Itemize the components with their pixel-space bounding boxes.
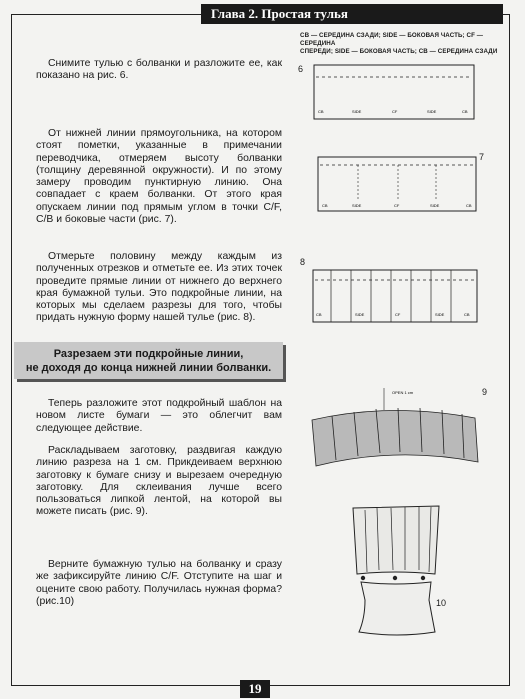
- figure-7-label-cb: CB: [322, 203, 328, 208]
- figure-6-label-cb-2: CB: [462, 109, 468, 114]
- figure-6-diagram: [312, 63, 477, 123]
- figure-10-diagram: [347, 500, 457, 650]
- highlight-box: [14, 342, 283, 379]
- paragraph-4: Теперь разложите этот подкройный шаблон на новом листе бумаги — это облегчит вам следующее действие.: [36, 398, 282, 434]
- figure-8-number: 8: [300, 257, 306, 267]
- figure-6-label-side-1: SIDE: [352, 109, 362, 114]
- figure-6-label-cb: CB: [318, 109, 324, 114]
- figure-7-label-side-2: SIDE: [430, 203, 440, 208]
- figure-8-label-cf: CF: [395, 312, 401, 317]
- figure-8-label-cb-2: CB: [464, 312, 470, 317]
- figure-9-number: 9: [482, 387, 488, 397]
- figure-7-diagram: [316, 155, 481, 215]
- figure-legend: [300, 32, 505, 56]
- paragraph-5: Раскладываем заготовку, раздвигая каждую линию разреза на 1 см. Прикдеиваем верхнюю заготовку к бумаге снизу и вырезаем очередную заготовку. Для склеивания лучше всего пользоваться липкой лентой, на которой вы можете писать (рис. 9).: [36, 445, 282, 518]
- figure-9-open-label: OPEN 1 cm: [392, 390, 414, 395]
- paragraph-6: Верните бумажную тулью на болванку и сразу же зафиксируйте линию C/F. Отступите на шаг и оцените свою работу. Получилась нужная форма? (рис.10): [36, 559, 282, 607]
- figure-8-diagram: [311, 268, 481, 330]
- highlight-line-1: Разрезаем эти подкройные линии,: [53, 348, 244, 360]
- paragraph-2: От нижней линии прямоугольника, на котором стоят пометки, указанные в примечании переводчика, отмеряем высоту болванки (толщину деревянной окружности). И по этому замеру проводим пунктирную линию. Она совпадает с краем болванки. От этого края опускаем линии под прямым углом в точки C/F, C/B и боковые части (рис. 7).: [36, 128, 282, 226]
- chapter-header: Глава 2. Простая тулья: [201, 4, 503, 24]
- figure-8-label-side-1: SIDE: [355, 312, 365, 317]
- figure-10-number: 10: [436, 598, 447, 608]
- figure-6-label-side-2: SIDE: [427, 109, 437, 114]
- figure-6-label-cf: CF: [392, 109, 398, 114]
- legend-line-2: СПЕРЕДИ; SIDE — БОКОВАЯ ЧАСТЬ; CB — СЕРЕДИНА СЗАДИ: [300, 48, 498, 55]
- figure-7-number: 7: [479, 152, 485, 162]
- figure-9-diagram: [310, 380, 480, 470]
- figure-8-label-side-2: SIDE: [435, 312, 445, 317]
- page-number: 19: [240, 680, 270, 698]
- figure-7-label-cb-2: CB: [466, 203, 472, 208]
- figure-7-label-cf: CF: [394, 203, 400, 208]
- figure-7-label-side-1: SIDE: [352, 203, 362, 208]
- paragraph-3: Отмерьте половину между каждым из полученных отрезков и отметьте ее. Из этих точек проведите прямые линии от нижнего до верхнего края бумажной тульи. Это подкройные линии, на которых мы сделаем разрезы для того, чтобы придать нужную форму нашей тулье (рис. 8).: [36, 251, 282, 324]
- figure-6-number: 6: [298, 64, 304, 74]
- legend-line-1: CB — СЕРЕДИНА СЗАДИ; SIDE — БОКОВАЯ ЧАСТЬ; CF — СЕРЕДИНА: [300, 32, 484, 47]
- paragraph-1: Снимите тулью с болванки и разложите ее, как показано на рис. 6.: [36, 58, 282, 82]
- figure-8-label-cb: CB: [316, 312, 322, 317]
- highlight-line-2: не доходя до конца нижней линии болванки.: [25, 362, 272, 374]
